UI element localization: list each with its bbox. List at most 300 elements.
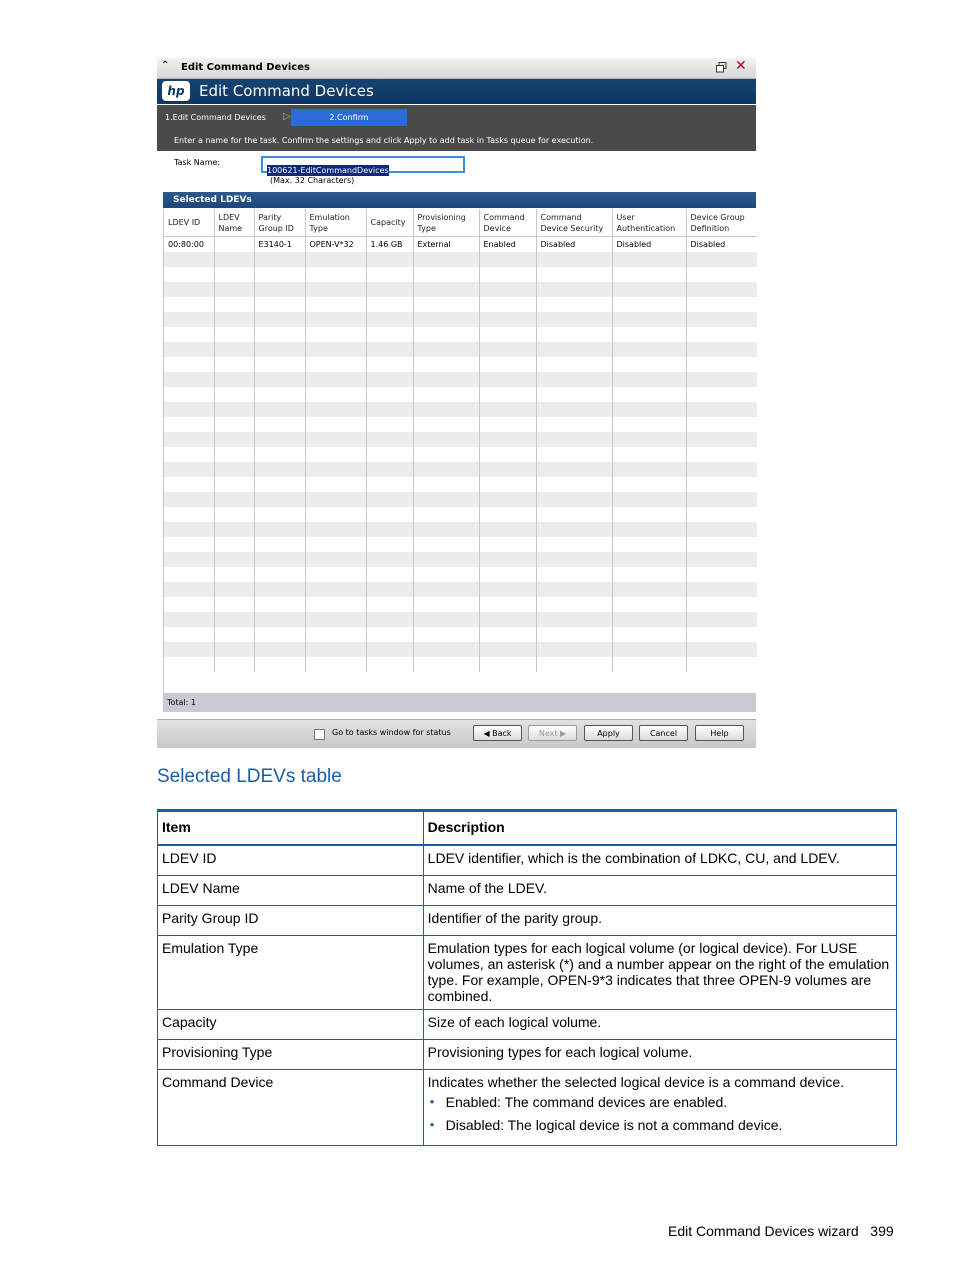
empty-cell xyxy=(305,402,366,417)
empty-cell xyxy=(164,552,214,567)
go-to-tasks-checkbox[interactable] xyxy=(314,729,325,740)
empty-cell xyxy=(686,462,757,477)
empty-cell xyxy=(413,387,479,402)
item-cell: Capacity xyxy=(158,1010,424,1040)
empty-cell xyxy=(536,492,612,507)
empty-row xyxy=(164,267,757,282)
empty-cell xyxy=(536,387,612,402)
column-header[interactable]: Parity Group ID xyxy=(254,209,305,237)
empty-cell xyxy=(612,597,686,612)
empty-row xyxy=(164,477,757,492)
empty-cell xyxy=(413,627,479,642)
empty-cell xyxy=(479,627,536,642)
empty-cell xyxy=(254,312,305,327)
empty-cell xyxy=(305,597,366,612)
empty-cell xyxy=(366,477,413,492)
empty-cell xyxy=(612,432,686,447)
empty-cell xyxy=(479,492,536,507)
empty-cell xyxy=(612,612,686,627)
column-header[interactable]: Command Device xyxy=(479,209,536,237)
empty-cell xyxy=(254,297,305,312)
empty-cell xyxy=(686,312,757,327)
empty-cell xyxy=(254,582,305,597)
empty-cell xyxy=(413,462,479,477)
empty-cell xyxy=(479,282,536,297)
empty-cell xyxy=(366,342,413,357)
empty-cell xyxy=(686,372,757,387)
empty-cell xyxy=(164,567,214,582)
empty-cell xyxy=(366,537,413,552)
empty-cell xyxy=(612,252,686,267)
list-item: ● Enabled: The command devices are enabled. xyxy=(446,1094,892,1110)
window-title: Edit Command Devices xyxy=(181,62,310,73)
empty-cell xyxy=(366,432,413,447)
empty-cell xyxy=(479,462,536,477)
column-header[interactable]: Device Group Definition xyxy=(686,209,757,237)
empty-cell xyxy=(612,507,686,522)
empty-cell xyxy=(305,432,366,447)
empty-cell xyxy=(254,447,305,462)
cell-parity-group-id: E3140-1 xyxy=(254,237,305,253)
table-row[interactable] xyxy=(164,237,757,253)
empty-row xyxy=(164,402,757,417)
section-heading: Selected LDEVs table xyxy=(157,766,342,787)
table-row xyxy=(158,1070,897,1146)
empty-cell xyxy=(305,267,366,282)
empty-row xyxy=(164,522,757,537)
empty-row xyxy=(164,417,757,432)
empty-cell xyxy=(214,372,254,387)
empty-cell xyxy=(686,582,757,597)
empty-cell xyxy=(214,447,254,462)
empty-cell xyxy=(413,357,479,372)
empty-cell xyxy=(479,552,536,567)
empty-row xyxy=(164,552,757,567)
empty-row xyxy=(164,462,757,477)
item-cell: LDEV ID xyxy=(158,845,424,876)
empty-cell xyxy=(686,387,757,402)
empty-cell xyxy=(413,267,479,282)
empty-cell xyxy=(536,342,612,357)
empty-cell xyxy=(612,582,686,597)
empty-cell xyxy=(214,642,254,657)
empty-row xyxy=(164,642,757,657)
empty-row xyxy=(164,657,757,672)
empty-cell xyxy=(536,657,612,672)
item-cell: Command Device xyxy=(158,1070,424,1146)
empty-cell xyxy=(612,537,686,552)
cell-provisioning-type: External xyxy=(413,237,479,253)
empty-cell xyxy=(536,642,612,657)
empty-cell xyxy=(479,597,536,612)
empty-cell xyxy=(214,357,254,372)
empty-cell xyxy=(536,447,612,462)
empty-cell xyxy=(305,537,366,552)
empty-cell xyxy=(612,282,686,297)
empty-cell xyxy=(254,492,305,507)
empty-cell xyxy=(366,507,413,522)
empty-cell xyxy=(305,282,366,297)
empty-cell xyxy=(164,312,214,327)
empty-cell xyxy=(164,462,214,477)
task-name-label: Task Name: xyxy=(174,158,221,167)
empty-cell xyxy=(479,522,536,537)
restore-window-icon[interactable] xyxy=(716,62,727,73)
empty-cell xyxy=(366,642,413,657)
empty-cell xyxy=(254,612,305,627)
empty-cell xyxy=(612,372,686,387)
empty-cell xyxy=(479,537,536,552)
empty-row xyxy=(164,582,757,597)
table-row xyxy=(158,845,897,876)
description-cell: Provisioning types for each logical volume. xyxy=(423,1040,896,1070)
empty-cell xyxy=(214,462,254,477)
column-header[interactable]: Capacity xyxy=(366,209,413,237)
empty-cell xyxy=(305,312,366,327)
empty-cell xyxy=(686,597,757,612)
empty-cell xyxy=(305,252,366,267)
empty-cell xyxy=(612,522,686,537)
empty-row xyxy=(164,567,757,582)
hp-logo: hp xyxy=(162,81,190,101)
empty-cell xyxy=(164,477,214,492)
empty-row xyxy=(164,627,757,642)
empty-cell xyxy=(164,582,214,597)
empty-cell xyxy=(366,312,413,327)
empty-cell xyxy=(536,282,612,297)
empty-cell xyxy=(536,417,612,432)
empty-cell xyxy=(164,357,214,372)
description-cell xyxy=(423,1070,896,1146)
empty-cell xyxy=(686,297,757,312)
empty-cell xyxy=(254,387,305,402)
empty-cell xyxy=(164,402,214,417)
empty-cell xyxy=(612,492,686,507)
empty-cell xyxy=(254,522,305,537)
empty-cell xyxy=(686,477,757,492)
column-header[interactable]: LDEV Name xyxy=(214,209,254,237)
description-cell: Size of each logical volume. xyxy=(423,1010,896,1040)
empty-cell xyxy=(536,567,612,582)
empty-cell xyxy=(254,402,305,417)
empty-cell xyxy=(254,642,305,657)
task-name-input[interactable] xyxy=(261,156,465,173)
selected-ldevs-description-table xyxy=(157,809,897,1146)
cell-ldev-id: 00:80:00 xyxy=(164,237,214,253)
table-row xyxy=(158,936,897,1010)
selected-ldevs-title: Selected LDEVs xyxy=(163,192,756,208)
description-cell: Identifier of the parity group. xyxy=(423,906,896,936)
item-cell: Parity Group ID xyxy=(158,906,424,936)
empty-cell xyxy=(254,537,305,552)
cell-command-device-security: Disabled xyxy=(536,237,612,253)
cell-ldev-name xyxy=(214,237,254,253)
empty-cell xyxy=(686,627,757,642)
go-to-tasks-label: Go to tasks window for status xyxy=(332,728,451,737)
empty-cell xyxy=(254,372,305,387)
empty-cell xyxy=(366,567,413,582)
empty-cell xyxy=(254,567,305,582)
empty-cell xyxy=(413,447,479,462)
empty-cell xyxy=(686,447,757,462)
empty-cell xyxy=(254,507,305,522)
empty-cell xyxy=(612,417,686,432)
empty-cell xyxy=(536,252,612,267)
empty-cell xyxy=(536,462,612,477)
empty-cell xyxy=(214,312,254,327)
column-header[interactable]: Command Device Security xyxy=(536,209,612,237)
empty-cell xyxy=(214,327,254,342)
empty-cell xyxy=(413,402,479,417)
empty-cell xyxy=(413,522,479,537)
empty-cell xyxy=(366,417,413,432)
empty-cell xyxy=(366,297,413,312)
empty-cell xyxy=(214,552,254,567)
empty-cell xyxy=(612,657,686,672)
empty-cell xyxy=(479,327,536,342)
back-button[interactable]: ◀ Back xyxy=(473,725,522,741)
collapse-icon[interactable]: ⌃ xyxy=(161,60,170,71)
empty-cell xyxy=(612,387,686,402)
empty-cell xyxy=(479,357,536,372)
wizard-title: Edit Command Devices xyxy=(199,82,374,100)
empty-cell xyxy=(366,492,413,507)
empty-cell xyxy=(366,597,413,612)
empty-cell xyxy=(479,417,536,432)
empty-cell xyxy=(612,642,686,657)
empty-cell xyxy=(612,567,686,582)
empty-cell xyxy=(479,387,536,402)
empty-cell xyxy=(536,357,612,372)
column-header[interactable]: LDEV ID xyxy=(164,209,214,237)
column-header[interactable]: Provisioning Type xyxy=(413,209,479,237)
window-titlebar xyxy=(157,58,756,79)
empty-cell xyxy=(686,612,757,627)
empty-cell xyxy=(254,657,305,672)
empty-cell xyxy=(305,507,366,522)
empty-cell xyxy=(305,327,366,342)
empty-cell xyxy=(214,297,254,312)
step-edit-command-devices[interactable]: 1.Edit Command Devices xyxy=(165,113,266,122)
empty-cell xyxy=(214,567,254,582)
empty-cell xyxy=(214,492,254,507)
next-button[interactable]: Next ▶ xyxy=(528,725,577,741)
help-button[interactable]: Help xyxy=(695,725,744,741)
empty-cell xyxy=(214,432,254,447)
empty-cell xyxy=(413,552,479,567)
empty-cell xyxy=(536,327,612,342)
empty-cell xyxy=(413,282,479,297)
empty-cell xyxy=(413,297,479,312)
empty-cell xyxy=(612,552,686,567)
close-icon[interactable]: ✕ xyxy=(735,58,747,74)
item-cell: Provisioning Type xyxy=(158,1040,424,1070)
button-bar xyxy=(157,719,756,748)
cancel-button[interactable]: Cancel xyxy=(639,725,688,741)
empty-cell xyxy=(366,267,413,282)
empty-cell xyxy=(164,417,214,432)
empty-row xyxy=(164,312,757,327)
empty-cell xyxy=(305,477,366,492)
empty-cell xyxy=(536,402,612,417)
empty-cell xyxy=(686,402,757,417)
empty-cell xyxy=(164,492,214,507)
empty-cell xyxy=(479,252,536,267)
empty-cell xyxy=(254,267,305,282)
empty-cell xyxy=(164,612,214,627)
empty-cell xyxy=(536,612,612,627)
empty-cell xyxy=(214,477,254,492)
empty-cell xyxy=(254,462,305,477)
empty-cell xyxy=(366,462,413,477)
empty-cell xyxy=(479,267,536,282)
empty-cell xyxy=(305,462,366,477)
empty-cell xyxy=(479,312,536,327)
empty-cell xyxy=(479,642,536,657)
empty-cell xyxy=(254,342,305,357)
empty-row xyxy=(164,507,757,522)
cell-command-device: Enabled xyxy=(479,237,536,253)
empty-cell xyxy=(413,477,479,492)
empty-cell xyxy=(366,447,413,462)
step-arrow-icon: ▷ xyxy=(283,111,291,122)
empty-cell xyxy=(612,297,686,312)
empty-cell xyxy=(164,297,214,312)
column-header[interactable]: Emulation Type xyxy=(305,209,366,237)
empty-cell xyxy=(366,612,413,627)
empty-cell xyxy=(413,582,479,597)
empty-cell xyxy=(254,327,305,342)
empty-cell xyxy=(413,612,479,627)
empty-cell xyxy=(164,507,214,522)
item-cell: Emulation Type xyxy=(158,936,424,1010)
empty-cell xyxy=(686,642,757,657)
empty-cell xyxy=(366,387,413,402)
empty-cell xyxy=(413,567,479,582)
empty-cell xyxy=(305,492,366,507)
empty-row xyxy=(164,252,757,267)
empty-cell xyxy=(254,357,305,372)
empty-cell xyxy=(305,642,366,657)
table-row xyxy=(158,876,897,906)
cell-device-group-definition: Disabled xyxy=(686,237,757,253)
description-cell: Name of the LDEV. xyxy=(423,876,896,906)
description-text: Indicates whether the selected logical device is a command device. xyxy=(427,1074,845,1090)
empty-cell xyxy=(305,657,366,672)
task-name-value: 100621-EditCommandDevices xyxy=(267,166,389,175)
empty-cell xyxy=(366,282,413,297)
empty-cell xyxy=(612,327,686,342)
empty-cell xyxy=(536,267,612,282)
empty-row xyxy=(164,537,757,552)
header-description: Description xyxy=(423,811,896,846)
empty-cell xyxy=(536,537,612,552)
empty-cell xyxy=(305,522,366,537)
empty-cell xyxy=(366,552,413,567)
empty-cell xyxy=(305,627,366,642)
empty-cell xyxy=(214,402,254,417)
empty-cell xyxy=(366,327,413,342)
empty-cell xyxy=(164,642,214,657)
empty-cell xyxy=(254,627,305,642)
empty-cell xyxy=(214,507,254,522)
empty-cell xyxy=(686,432,757,447)
empty-cell xyxy=(164,327,214,342)
empty-cell xyxy=(305,582,366,597)
empty-cell xyxy=(214,537,254,552)
empty-cell xyxy=(366,357,413,372)
empty-cell xyxy=(214,522,254,537)
empty-cell xyxy=(413,252,479,267)
empty-row xyxy=(164,282,757,297)
empty-cell xyxy=(254,417,305,432)
empty-cell xyxy=(214,387,254,402)
column-header[interactable]: User Authentication xyxy=(612,209,686,237)
page-number: 399 xyxy=(870,1223,894,1239)
grid-header-row xyxy=(164,209,757,237)
empty-row xyxy=(164,612,757,627)
empty-cell xyxy=(686,357,757,372)
empty-cell xyxy=(305,612,366,627)
empty-cell xyxy=(413,642,479,657)
empty-cell xyxy=(413,537,479,552)
empty-cell xyxy=(479,507,536,522)
step-confirm[interactable]: 2.Confirm xyxy=(291,109,407,126)
empty-cell xyxy=(413,507,479,522)
empty-cell xyxy=(686,657,757,672)
empty-cell xyxy=(214,612,254,627)
edit-command-devices-window xyxy=(157,58,756,747)
doc-table-header-row xyxy=(158,811,897,846)
empty-cell xyxy=(479,447,536,462)
empty-row xyxy=(164,387,757,402)
empty-cell xyxy=(254,252,305,267)
empty-cell xyxy=(413,327,479,342)
empty-cell xyxy=(214,597,254,612)
empty-cell xyxy=(536,582,612,597)
task-name-hint: (Max. 32 Characters) xyxy=(270,176,355,185)
empty-cell xyxy=(164,387,214,402)
empty-cell xyxy=(612,267,686,282)
empty-cell xyxy=(254,597,305,612)
empty-cell xyxy=(305,447,366,462)
header-item: Item xyxy=(158,811,424,846)
empty-cell xyxy=(305,297,366,312)
empty-cell xyxy=(686,327,757,342)
empty-row xyxy=(164,357,757,372)
apply-button[interactable]: Apply xyxy=(584,725,633,741)
empty-cell xyxy=(214,267,254,282)
empty-cell xyxy=(366,657,413,672)
empty-cell xyxy=(366,402,413,417)
selected-ldevs-grid xyxy=(163,209,757,693)
empty-cell xyxy=(479,372,536,387)
empty-cell xyxy=(305,387,366,402)
empty-cell xyxy=(366,252,413,267)
empty-cell xyxy=(479,402,536,417)
empty-cell xyxy=(686,522,757,537)
cell-user-authentication: Disabled xyxy=(612,237,686,253)
empty-row xyxy=(164,432,757,447)
empty-row xyxy=(164,372,757,387)
description-cell: LDEV identifier, which is the combination of LDKC, CU, and LDEV. xyxy=(423,845,896,876)
empty-cell xyxy=(214,282,254,297)
empty-cell xyxy=(686,492,757,507)
back-arrow-icon: ◀ xyxy=(483,729,490,738)
page-footer xyxy=(668,1223,894,1239)
empty-cell xyxy=(164,627,214,642)
empty-row xyxy=(164,447,757,462)
